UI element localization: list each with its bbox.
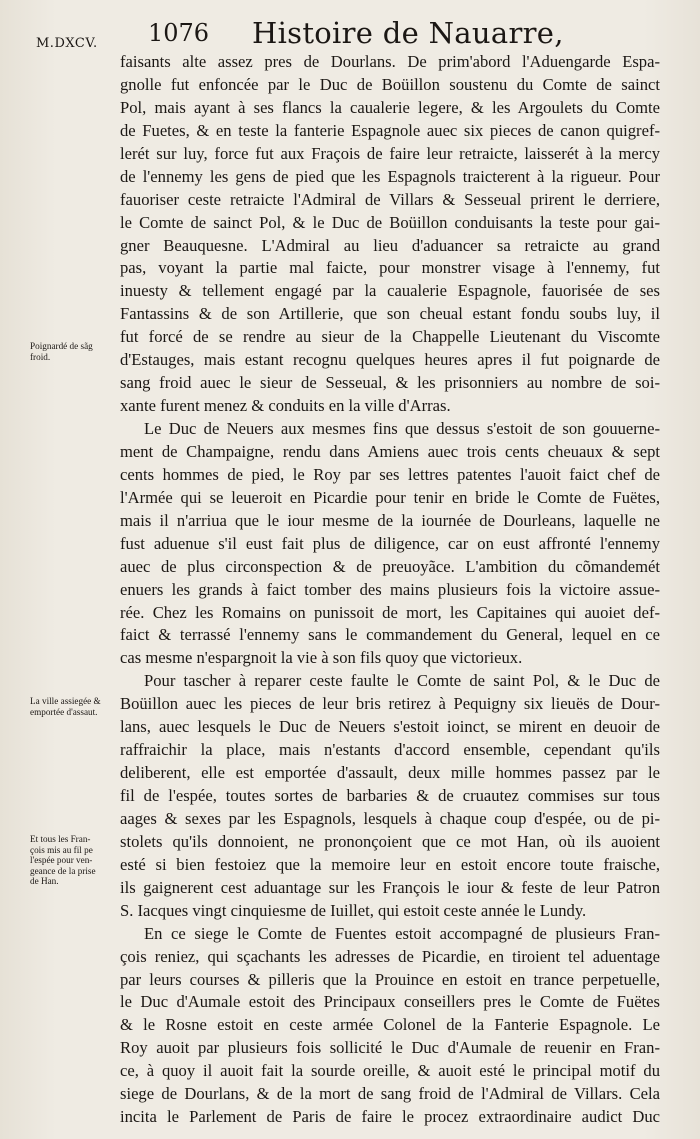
text-line: mais il n'arriua que le iour mesme de la iournée de Dourleans, laquelle ne — [120, 510, 660, 530]
running-title: Histoire de Nauarre, — [252, 16, 564, 50]
text-line: enuers les grands à faict tomber des mains plusieurs fois la victoire assue- — [120, 579, 660, 599]
text-line: deliberent, elle est emportée d'assault, deux mille hommes passez par le — [120, 763, 660, 783]
text-line: d'Estauges, mais estant recognu quelques heures apres il fut poignarde de — [120, 350, 660, 370]
text-line: ils gaignerent cest aduantage sur les François le iour & feste de leur Patron — [120, 877, 660, 897]
text-line: auec de plus circonspection & de preuoyãce. L'ambition du cõmandemét — [120, 556, 660, 576]
margin-note-line: La ville assiegée & — [30, 696, 101, 706]
text-line: Pour tascher à reparer ceste faulte le Comte de saint Pol, & le Duc de — [144, 671, 660, 691]
text-line: faict & terrassé l'ennemy sans le commandement du General, lequel en ce — [120, 625, 660, 645]
text-line: En ce siege le Comte de Fuentes estoit accompagné de plusieurs Fran- — [144, 923, 660, 943]
text-line: de Fuetes, & en teste la fanterie Espagnole auec six pieces de canon quigref- — [120, 120, 660, 140]
text-line: Pol, mais ayant à ses flancs la caualerie legere, & les Argoulets du Comte — [120, 97, 660, 117]
text-line: sang froid auec le sieur de Sesseual, & les prisonniers au nombre de soi- — [120, 373, 660, 393]
text-line: rée. Chez les Romains on punissoit de mort, les Capitaines qui auoiet def- — [120, 602, 660, 622]
text-line: Roy auoit par plusieurs fois sollicité le Duc d'Aumale de reuenir en Fran- — [120, 1038, 660, 1058]
margin-note-line: geance de la prise — [30, 865, 96, 876]
text-line: raffraichir la place, mais n'estants d'accord ensemble, cependant qu'ils — [120, 740, 660, 760]
text-line: Fantassins & de son Artillerie, que son cheual estant fondu soubs luy, il — [120, 304, 660, 324]
text-line: inuesty & tellement engagé par la caualerie Espagnole, fauorisée de ses — [120, 281, 660, 301]
margin-note-poignarde — [30, 341, 118, 362]
margin-note-line: çois mis au fil pe — [30, 844, 93, 855]
margin-note-tous-les-francois — [30, 834, 118, 887]
year-heading: M.DXCV. — [36, 36, 98, 51]
text-line: ce, à quoy il auoit fait la sourde oreille, & auoit esté le principal motif du — [120, 1061, 660, 1081]
text-line: incita le Parlement de Paris de faire le procez extraordinaire audict Duc — [120, 1107, 660, 1127]
text-line: gner Beauquesne. L'Admiral au lieu d'aduancer sa retraicte au grand — [120, 235, 660, 255]
text-line: pas, voyant la partie mal faicte, pour monstrer visage à l'ennemy, fut — [120, 258, 660, 278]
text-line: ment de Champaigne, rendu dans Amiens auec trois cents cheuaux & sept — [120, 441, 660, 461]
text-line: le Comte de sainct Pol, & le Duc de Boüillon conduisants la teste pour gai- — [120, 212, 660, 232]
margin-note-line: emportée d'assaut. — [30, 706, 98, 717]
text-line: fil de l'espée, toutes sortes de barbaries & de cruautez commises sur tous — [120, 786, 660, 805]
margin-note-line: de Han. — [30, 876, 59, 887]
margin-note-line: l'espée pour ven- — [30, 855, 93, 866]
text-line: par leurs courses & pilleris que la Prouince en estoit en trance perpetuelle, — [120, 969, 660, 989]
margin-note-line: Poignardé de sãg — [30, 341, 93, 351]
text-line: lans, auec lesquels le Duc de Neuers s'estoit ioinct, se mirent en deuoir de — [120, 717, 660, 737]
page-number: 1076 — [148, 19, 210, 47]
text-line: aages & sexes par les Espagnols, lesquels à chaque coup d'espée, ou de pi- — [120, 808, 660, 828]
text-line: xante furent menez & conduits en la ville d'Arras. — [120, 396, 451, 416]
text-line: faisants alte assez pres de Dourlans. De prim'abord l'Aduengarde Espa- — [120, 52, 660, 71]
margin-note-line: Et tous les Fran- — [30, 834, 91, 844]
text-line: çois reniez, qui sçachants les adresses de Picardie, en tiroient tel aduentage — [120, 946, 660, 966]
text-line: fut forcé de se rendre au sieur de la Chappelle Lieutenant du Viscomte — [120, 327, 660, 347]
text-line: S. Iacques vingt cinquiesme de Iuillet, qui estoit ceste année le Lundy. — [120, 900, 587, 920]
text-line: l'Armée qui se leueroit en Picardie pour tenir en bride le Comte de Fuëtes, — [120, 487, 660, 507]
text-line: de l'ennemy les gens de pied que les Espagnols traicterent à la rigueur. Pour — [120, 166, 660, 186]
text-line: fust aduenue s'il eust fait plus de diligence, car on eust affronté l'ennemy — [120, 533, 660, 553]
margin-note-line: froid. — [30, 351, 51, 362]
text-line: stolets qu'ils donnoient, ne prononçoient que ce mot Han, où ils auoient — [120, 831, 660, 851]
text-line: esté si bien festoiez que la memoire leur en estoit encore toute fraische, — [120, 854, 660, 874]
text-line: & le Rosne estoit en ceste armée Colonel de la Fanterie Espagnole. Le — [120, 1015, 660, 1035]
text-line: Boüillon auec les pieces de leur bris retirez à Pequigny six lieuës de Dour- — [120, 694, 660, 714]
text-line: siege de Dourlans, & de la mort de sang froid de l'Admiral de Villars. Cela — [120, 1084, 660, 1104]
text-line: lerét sur luy, force fut aux Fraçois de faire leur retraicte, laisserét à la mercy — [120, 143, 660, 163]
text-line: Le Duc de Neuers aux mesmes fins que dessus s'estoit de son gouuerne- — [144, 419, 660, 438]
text-line: fauoriser ceste retraicte l'Admiral de Villars & Sesseual prirent le derriere, — [120, 189, 660, 209]
body-text — [120, 51, 660, 1129]
text-line: cents hommes de pied, le Roy par ses lettres patentes l'auoit faict chef de — [120, 464, 660, 484]
text-line: gnolle fut enfoncée par le Duc de Boüillon soustenu du Comte de sainct — [120, 74, 660, 94]
text-line: cas mesme n'espargnoit la vie à son fils quoy que victorieux. — [120, 648, 523, 668]
text-line: le Duc d'Aumale estoit des Principaux conseillers pres le Comte de Fuëtes — [120, 992, 660, 1012]
margin-note-ville-assiegee — [30, 696, 118, 717]
